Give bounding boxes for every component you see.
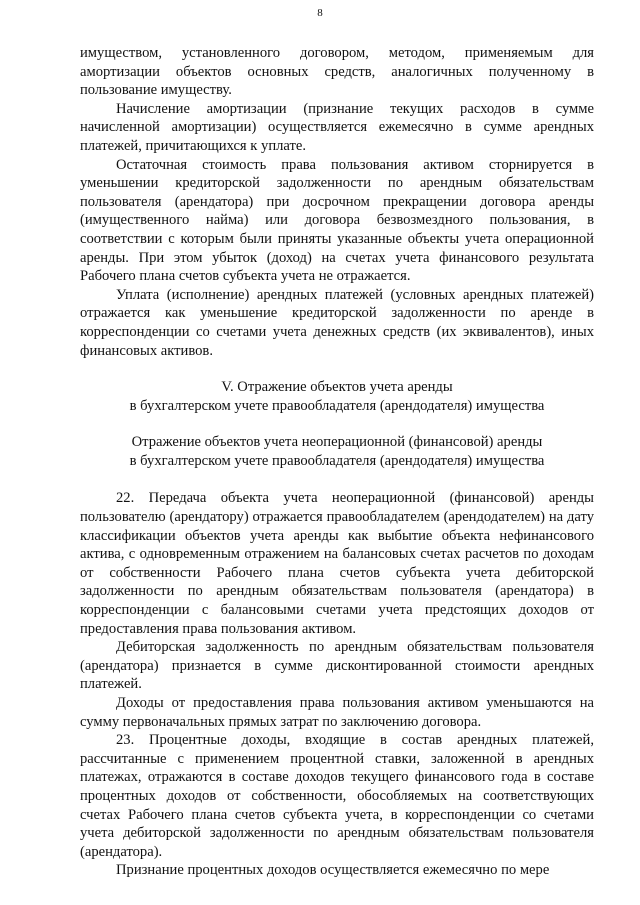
section-title-line-2: в бухгалтерском учете правообладателя (арендодателя) имущества <box>129 397 545 414</box>
paragraph-interest-recognition: Признание процентных доходов осуществляется ежемесячно по мере <box>116 862 550 879</box>
spacer <box>80 470 594 489</box>
page-number: 8 <box>317 7 323 19</box>
paragraph-continuation: имуществом, установленного договором, методом, применяемым для амортизации объектов основных средств, аналогичных полученному в пользование имуществу. <box>80 45 594 99</box>
section-subtitle-line-2: в бухгалтерском учете правообладателя (арендодателя) имущества <box>129 452 545 469</box>
paragraph-item-23: 23. Процентные доходы, входящие в состав арендных платежей, рассчитанные с применением процентной ставки, заложенной в арендных платежах, отражаются в составе доходов текущего финансового года в составе процентных доходов от собственности, обособляемых на соответствующих счетах Рабочего плана счетов субъекта учета, в корреспонденции со счетами учета дебиторской задолженности по арендным обязательствам пользователя (арендатора). <box>80 732 594 860</box>
spacer <box>80 415 594 433</box>
paragraph-payment: Уплата (исполнение) арендных платежей (условных арендных платежей) отражается как уменьшение кредиторской задолженности по аренде в корреспонденции со счетами учета денежных средств (их эквивалентов), иных финансовых активов. <box>80 286 594 359</box>
section-title-line-1: V. Отражение объектов учета аренды <box>221 379 453 396</box>
paragraph-residual-value: Остаточная стоимость права пользования активом сторнируется в уменьшении кредиторской задолженности по арендным обязательствам пользователя (арендатора) при досрочном прекращении договора аренды (имущественного найма) или договора безвозмездного пользования, в соответствии с которым были приняты указанные объекты учета операционной аренды. При этом убыток (доход) на счетах учета финансового результата Рабочего плана счетов субъекта учета не отражается. <box>80 156 594 285</box>
spacer <box>80 360 594 378</box>
paragraph-item-22: 22. Передача объекта учета неоперационной (финансовой) аренды пользователю (арендатору) отражается правообладателем (арендодателем) на дату классификации объектов учета аренды как выбытие объекта нефинансового актива, с одновременным отражением на балансовых счетах расчетов по доходам от собственности Рабочего плана счетов субъекта учета дебиторской задолженности по арендным обязательствам пользователя (арендатора) в корреспонденции с балансовыми счетами учета предстоящих доходов от предоставления права пользования активом. <box>80 490 594 637</box>
paragraph-receivable: Дебиторская задолженность по арендным обязательствам пользователя (арендатора) признается в сумме дисконтированной стоимости арендных платежей. <box>80 639 594 693</box>
document-body <box>80 44 594 880</box>
paragraph-amortization: Начисление амортизации (признание текущих расходов в сумме начисленной амортизации) осуществляется ежемесячно в сумме арендных платежей, причитающихся к уплате. <box>80 100 594 154</box>
paragraph-income-reduction: Доходы от предоставления права пользования активом уменьшаются на сумму первоначальных прямых затрат по заключению договора. <box>80 695 594 730</box>
section-subtitle-line-1: Отражение объектов учета неоперационной (финансовой) аренды <box>131 434 543 451</box>
